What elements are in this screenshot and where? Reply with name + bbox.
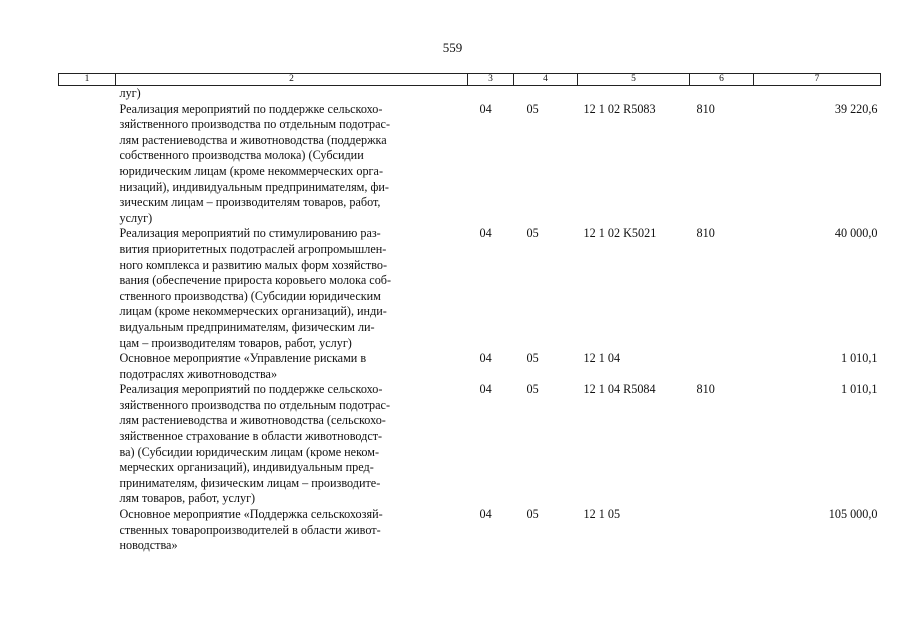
row-name: Реализация мероприятий по стимулированию раз- вития приоритетных подотраслей агропромышлен- ного комплекса и развитию малых форм хозяйство- вания (обеспечение прироста коровьего молока соб- ственного производства) (Субсидии юридическим лицам (кроме некоммерческих организаций), инди- видуальным предпринимателям, физическим ли- цам – производителям товаров, работ, услуг) — [119, 226, 392, 350]
row-amount: 1 010,1 — [840, 382, 878, 397]
table-row — [59, 351, 881, 382]
page-number: 559 — [442, 40, 463, 55]
row-subsection: 05 — [526, 382, 539, 397]
column-header-1: 1 — [59, 74, 116, 86]
row-amount: 1 010,1 — [840, 351, 878, 366]
table-row — [59, 382, 881, 507]
table-row-continuation — [59, 86, 881, 102]
table-row — [59, 102, 881, 227]
budget-table — [58, 73, 881, 554]
table-row — [59, 507, 881, 554]
row-expense-type: 810 — [696, 382, 715, 397]
continuation-text: луг) — [119, 86, 141, 100]
row-section: 04 — [479, 507, 492, 522]
column-header-2: 2 — [116, 74, 468, 86]
row-amount: 105 000,0 — [828, 507, 878, 522]
row-section: 04 — [479, 101, 492, 116]
row-section: 04 — [479, 382, 492, 397]
row-name: Реализация мероприятий по поддержке сельскохо- зяйственного производства по отдельным подотрас- лям растениеводства и животноводства (поддержка собственного производства молока) (Субсидии юридическим лицам (кроме некоммерческих орга- низаций), индивидуальным предпринимателям, фи- зическим лицам – производителям товаров, работ, услуг) — [119, 101, 391, 225]
column-header-4: 4 — [514, 74, 578, 86]
row-expense-type — [690, 507, 754, 554]
row-amount: 39 220,6 — [834, 101, 878, 116]
column-header-7: 7 — [754, 74, 881, 86]
row-amount: 40 000,0 — [834, 226, 878, 241]
row-target-code: 12 1 05 — [583, 507, 621, 522]
row-target-code: 12 1 04 — [583, 351, 621, 366]
column-header-3: 3 — [468, 74, 514, 86]
row-target-code: 12 1 04 R5084 — [583, 382, 656, 397]
row-expense-type: 810 — [696, 101, 715, 116]
row-name: Реализация мероприятий по поддержке сельскохо- зяйственного производства по отдельным подотрас- лям растениеводства и животноводства (сельскохо- зяйственное страхование в области животноводст- ва) (Субсидии юридическим лицам (кроме неком- мерческих организаций), индивидуальным пред- принимателям, физическим лицам – производите- лям товаров, работ, услуг) — [119, 382, 391, 506]
row-expense-type: 810 — [696, 226, 715, 241]
row-subsection: 05 — [526, 351, 539, 366]
row-expense-type — [690, 351, 754, 382]
row-target-code: 12 1 02 K5021 — [583, 226, 657, 241]
row-name: Основное мероприятие «Поддержка сельскохозяй- ственных товаропроизводителей в области живот- новодства» — [119, 507, 383, 553]
row-subsection: 05 — [526, 101, 539, 116]
row-name: Основное мероприятие «Управление рисками в подотраслях животноводства» — [119, 351, 367, 381]
row-subsection: 05 — [526, 226, 539, 241]
column-number-header — [59, 74, 881, 86]
row-target-code: 12 1 02 R5083 — [583, 101, 656, 116]
row-section: 04 — [479, 226, 492, 241]
column-header-5: 5 — [578, 74, 690, 86]
row-subsection: 05 — [526, 507, 539, 522]
row-section: 04 — [479, 351, 492, 366]
table-row — [59, 226, 881, 351]
column-header-6: 6 — [690, 74, 754, 86]
